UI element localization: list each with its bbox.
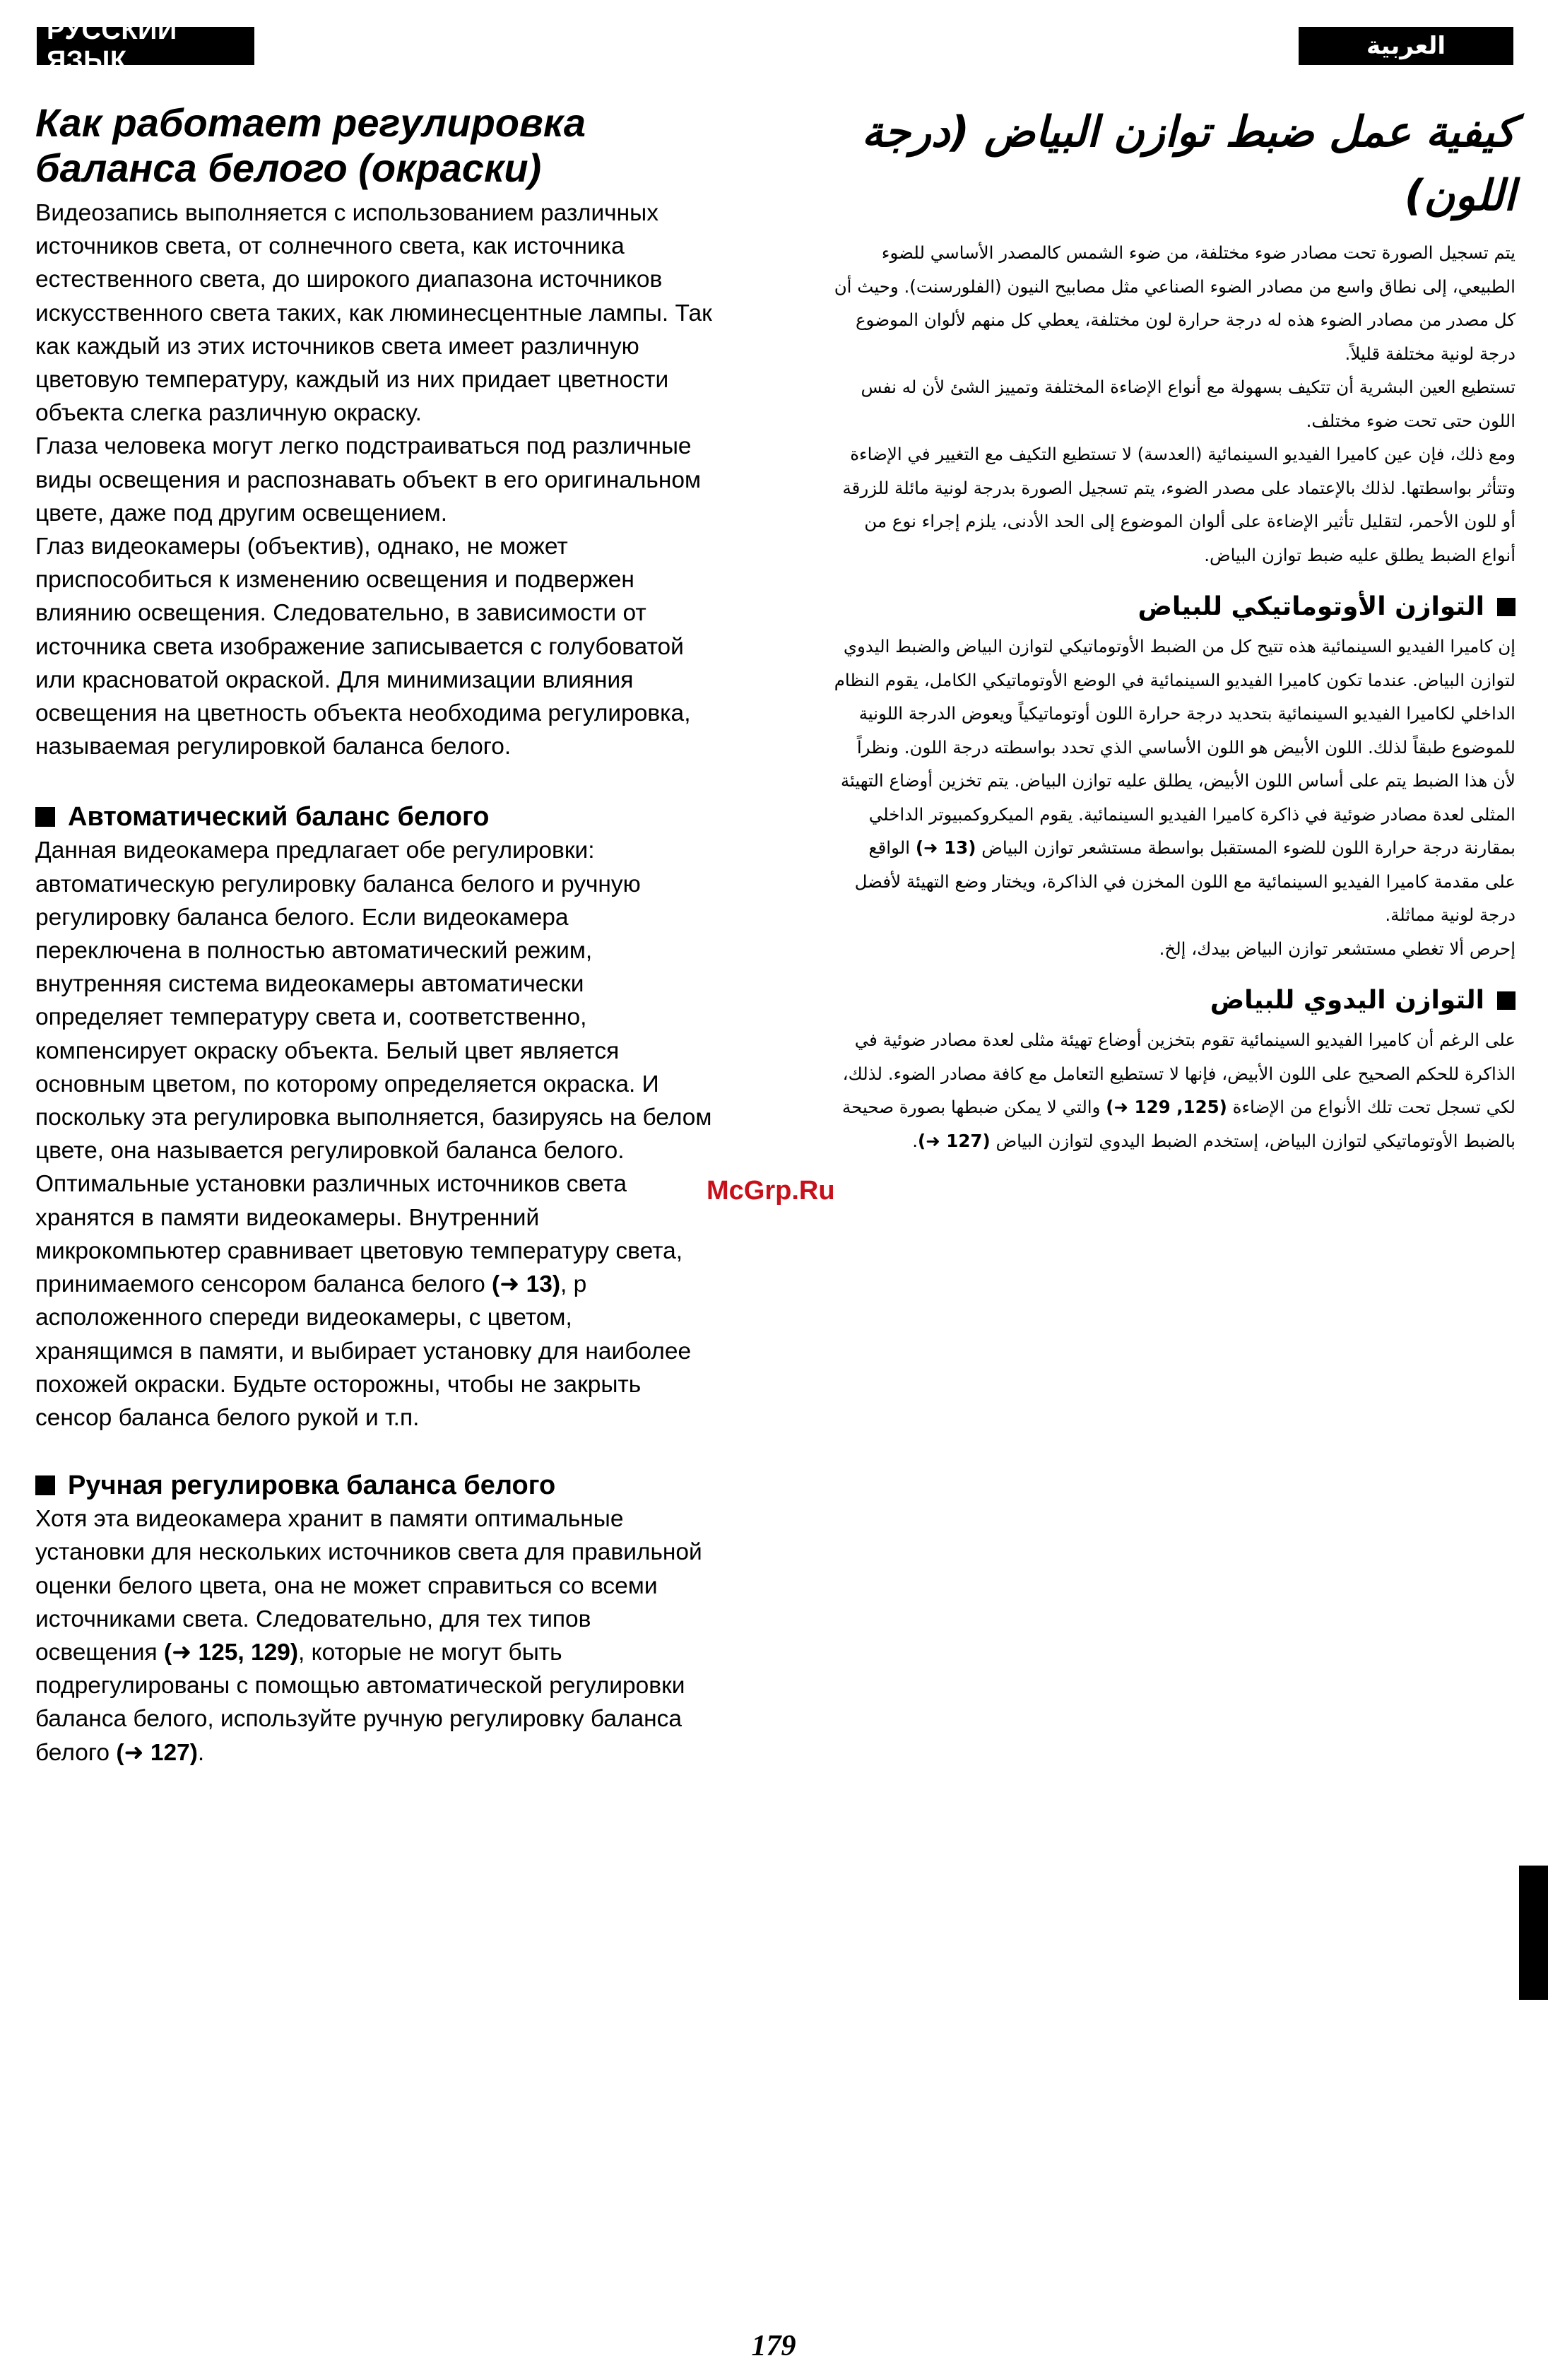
watermark: McGrp.Ru — [707, 1176, 835, 1206]
ru-auto-text-b: , р асположенного спереди видеокамеры, с цветом, хранящимся в памяти, и выбирает установку для наиболее похожей окраски. Будьте осторожны, чтобы не закрыть сенсор баланса белого рукой и т.п. — [35, 1271, 692, 1431]
language-tab-arabic: العربية — [1299, 27, 1513, 65]
square-bullet-icon — [1497, 598, 1515, 616]
ru-auto-page-ref: (➜ 13) — [492, 1271, 560, 1298]
ru-auto-heading-text: Автоматический баланс белого — [68, 802, 490, 832]
ru-manual-heading-text: Ручная регулировка баланса белого — [68, 1471, 556, 1501]
ru-title-line1: Как работает регулировка — [35, 100, 586, 145]
ru-manual-text-c: . — [197, 1739, 205, 1766]
ru-intro-paragraph-1: Видеозапись выполняется с использованием различных источников света, от солнечного света, как источника естественного света, до широкого диапазона источников искусственного света таких, как люминесцентные лампы. Так как каждый из этих источников света имеет различную цветовую температуру, каждый из них придает цветности объекта слегка различную окраску. — [35, 200, 712, 427]
language-tab-russian: РУССКИЙ ЯЗЫК — [37, 27, 254, 65]
ar-auto-page-ref: (13 ➜) — [915, 837, 976, 858]
ar-manual-heading-text: التوازن اليدوي للبياض — [1210, 986, 1484, 1015]
page-number: 179 — [751, 2330, 796, 2362]
ar-intro-paragraph-2: تستطيع العين البشرية أن تتكيف بسهولة مع أنواع الإضاءة المختلفة وتمييز الشئ لأن له نفس اللون حتى تحت ضوء مختلف. — [861, 377, 1515, 431]
ar-auto-heading — [834, 587, 1515, 627]
square-bullet-icon — [35, 1475, 55, 1495]
square-bullet-icon — [1497, 991, 1515, 1010]
ru-manual-text-b: , которые не могут быть подрегулированы с помощью автоматической регулировки баланса белого, используйте ручную регулировку баланса белого — [35, 1639, 685, 1766]
ru-title — [35, 100, 714, 191]
ar-auto-text-b: الواقع على مقدمة كاميرا الفيديو السينمائية مع اللون المخزن في الذاكرة، ويختار وضع التهيئة لأفضل درجة لونية مماثلة. — [854, 837, 1515, 925]
ru-manual-text-a: Хотя эта видеокамера хранит в памяти оптимальные установки для нескольких источников света для правильной оценки белого цвета, она не может справиться со всеми источниками света. Следовательно, для тех типов освещения — [35, 1506, 702, 1666]
ar-intro-paragraph-1: يتم تسجيل الصورة تحت مصادر ضوء مختلفة، من ضوء الشمس كالمصدر الأساسي للضوء الطبيعي، إلى نطاق واسع من مصادر الضوء الصناعي مثل مصابيح النيون (الفلورسنت). وحيث أن كل مصدر من مصادر الضوء هذه له درجة حرارة لون مختلفة، يعطي كل منهم لألوان الموضوع درجة لونية مختلفة قليلاً. — [834, 242, 1515, 364]
ru-intro-paragraph-2: Глаза человека могут легко подстраиваться под различные виды освещения и распознавать объект в его оригинальном цвете, даже под другим освещением. — [35, 433, 702, 526]
ru-title-line2: баланса белого (окраски) — [35, 146, 542, 190]
ar-manual-text-b: والتي لا يمكن ضبطها بصورة صحيحة بالضبط الأوتوماتيكي لتوازن البياض، إستخدم الضبط اليدوي لتوازن البياض — [842, 1097, 1515, 1151]
russian-column — [35, 100, 714, 1769]
ar-title: كيفية عمل ضبط توازن البياض (درجة اللون) — [861, 107, 1515, 220]
ru-auto-heading — [35, 800, 714, 834]
ar-manual-text-c: . — [912, 1130, 918, 1151]
square-bullet-icon — [35, 807, 55, 827]
ru-manual-paragraph — [35, 1502, 714, 1769]
ru-auto-paragraph — [35, 834, 714, 1435]
ar-manual-heading — [834, 981, 1515, 1020]
ar-intro-paragraph-3: ومع ذلك، فإن عين كاميرا الفيديو السينمائية (العدسة) لا تستطيع التكيف مع التغيير في الإضاءة وتتأثر بواسطتها. لذلك بالإعتماد على مصدر الضوء، يتم تسجيل الصورة بدرجة لونية مائلة للزرقة أو للون الأحمر، لتقليل تأثير الإضاءة على ألوان الموضوع إلى الحد الأدنى، يلزم إجراء نوع من أنواع الضبط يطلق عليه ضبط توازن البياض. — [842, 444, 1515, 565]
ar-manual-paragraph — [834, 1023, 1515, 1157]
ar-auto-paragraph — [834, 630, 1515, 932]
ar-auto-heading-text: التوازن الأوتوماتيكي للبياض — [1138, 592, 1484, 621]
page-edge-tab — [1519, 1866, 1548, 2000]
ar-manual-page-ref-1: (125, 129 ➜) — [1106, 1097, 1227, 1117]
arabic-column — [834, 100, 1515, 1157]
ru-manual-page-ref-1: (➜ 125, 129) — [163, 1639, 299, 1666]
ar-auto-text-a: إن كاميرا الفيديو السينمائية هذه تتيح كل من الضبط الأوتوماتيكي لتوازن البياض والضبط اليدوي لتوازن البياض. عندما تكون كاميرا الفيديو السينمائية في الوضع الأوتوماتيكي الكامل، يقوم النظام الداخلي لكاميرا الفيديو السينمائية بتحديد درجة حرارة اللون أوتوماتيكياً ويعوض الدرجة اللونية للموضوع طبقاً لذلك. اللون الأبيض هو اللون الأساسي الذي تحدد بواسطته درجة اللون. ونظراً لأن هذا الضبط يتم على أساس اللون الأبيض، يطلق عليه توازن البياض. يتم تخزين أوضاع التهيئة المثلى لعدة مصادر ضوئية في ذاكرة كاميرا الفيديو السينمائية. يقوم الميكروكمبيوتر الداخلي بمقارنة درجة حرارة اللون للضوء المستقبل بواسطة مستشعر توازن البياض — [834, 636, 1515, 858]
ar-auto-note: إحرص ألا تغطي مستشعر توازن البياض بيدك، إلخ. — [1159, 938, 1515, 959]
ru-manual-page-ref-2: (➜ 127) — [116, 1739, 198, 1766]
ru-manual-heading — [35, 1468, 714, 1502]
ru-intro-paragraph-3: Глаз видеокамеры (объектив), однако, не может приспособиться к изменению освещения и подвержен влиянию освещения. Следовательно, в зависимости от источника света изображение записывается с голубоватой или красноватой окраской. Для минимизации влияния освещения на цветность объекта необходима регулировка, называемая регулировкой баланса белого. — [35, 534, 691, 760]
ru-auto-text-a: Данная видеокамера предлагает обе регулировки: автоматическую регулировку баланса белого и ручную регулировку баланса белого. Если видеокамера переключена в полностью автоматический режим, внутренняя система видеокамеры автоматически определяет температуру света и, соответственно, компенсирует окраску объекта. Белый цвет является основным цветом, по которому определяется окраска. И поскольку эта регулировка выполняется, базируясь на белом цвете, она называется регулировкой баланса белого. Оптимальные установки различных источников света хранятся в памяти видеокамеры. Внутренний микрокомпьютер сравнивает цветовую температуру света, принимаемого сенсором баланса белого — [35, 837, 712, 1298]
ar-manual-text-a: على الرغم أن كاميرا الفيديو السينمائية تقوم بتخزين أوضاع تهيئة مثلى لعدة مصادر ضوئية في الذاكرة للحكم الصحيح على اللون الأبيض، فإنها لا تستطيع التعامل مع كافة مصادر الضوء. لذلك، لكي تسجل تحت تلك الأنواع من الإضاءة — [842, 1030, 1515, 1117]
ar-manual-page-ref-2: (127 ➜) — [918, 1130, 991, 1151]
